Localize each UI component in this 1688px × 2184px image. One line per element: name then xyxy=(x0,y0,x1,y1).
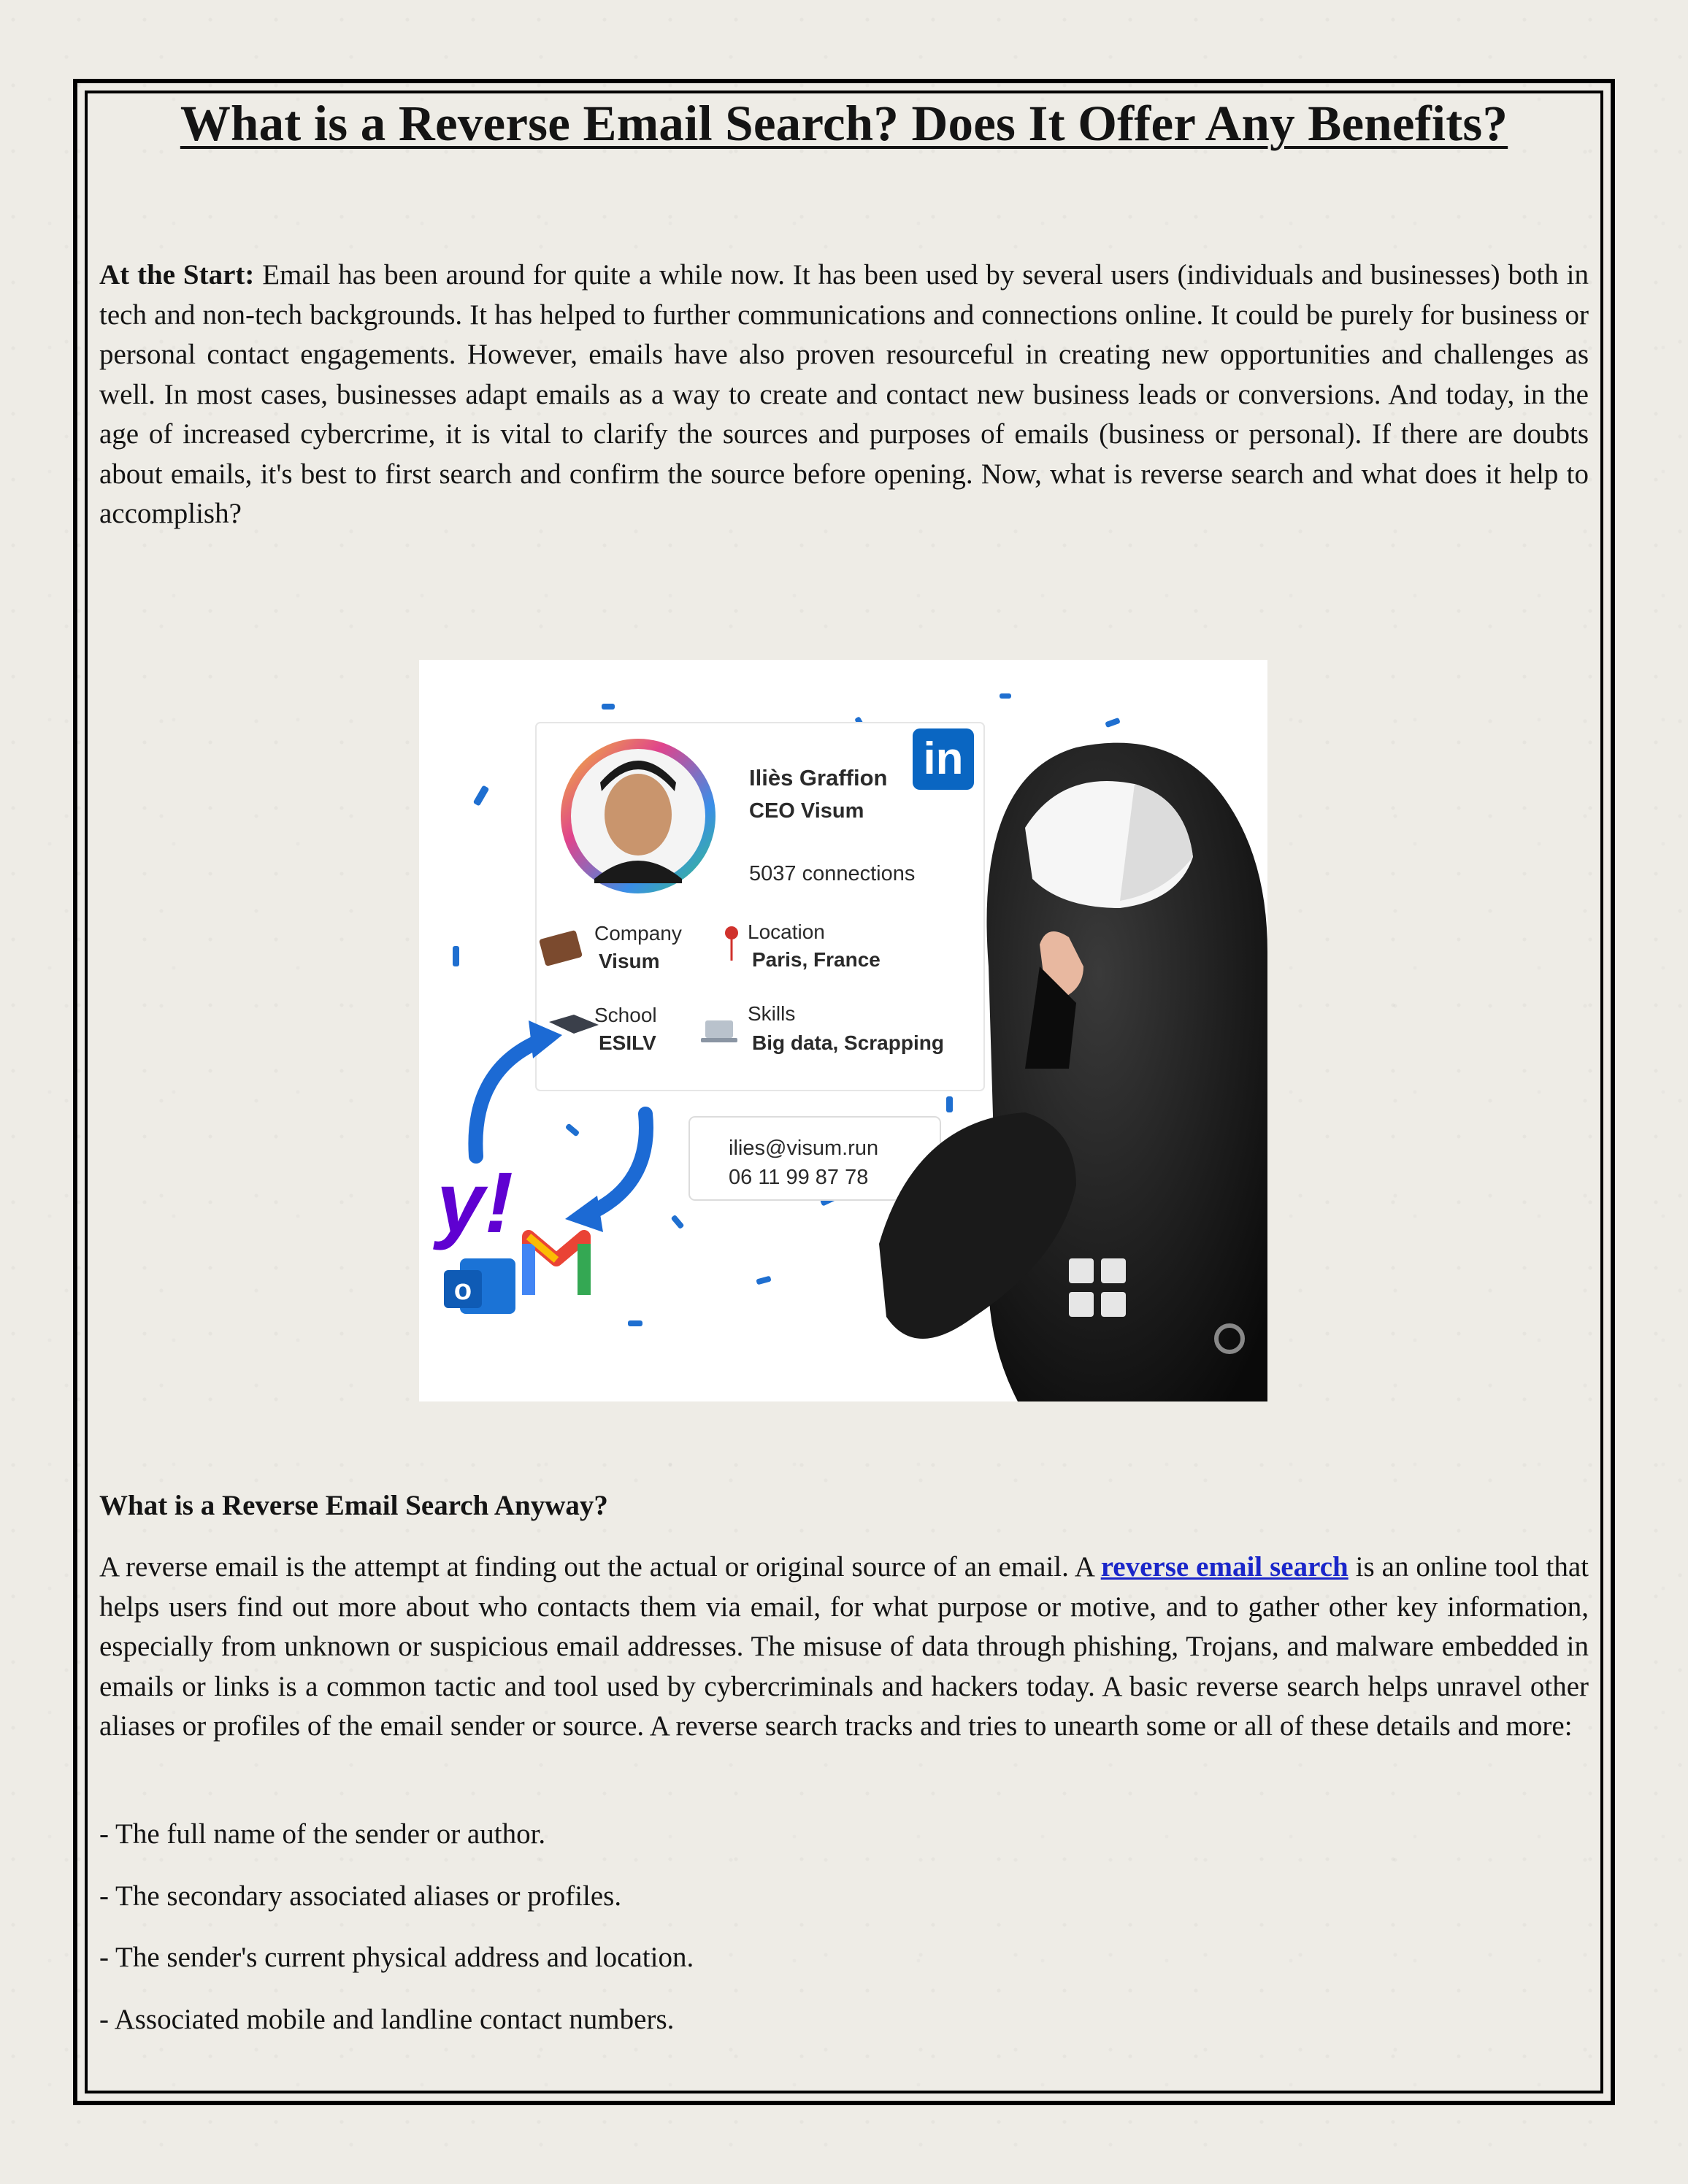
skills-value: Big data, Scrapping xyxy=(752,1031,944,1054)
details-list xyxy=(99,1815,1589,2061)
profile-name: Iliès Graffion xyxy=(749,765,888,791)
contact-phone: 06 11 99 87 78 xyxy=(729,1166,869,1189)
page-title: What is a Reverse Email Search? Does It Offer Any Benefits? xyxy=(180,96,1508,151)
list-item: - Associated mobile and landline contact numbers. xyxy=(99,2003,675,2035)
company-label: Company xyxy=(594,922,682,945)
skills-label: Skills xyxy=(748,1002,796,1025)
profile-connections: 5037 connections xyxy=(749,862,916,885)
yahoo-icon: y! xyxy=(437,1155,513,1251)
school-label: School xyxy=(594,1004,657,1026)
profile-card xyxy=(536,723,984,1091)
contact-card xyxy=(689,1117,940,1200)
list-item: - The secondary associated aliases or profiles. xyxy=(99,1880,622,1912)
section-text-start: A reverse email is the attempt at finding out the actual or original source of an email. A xyxy=(99,1551,1101,1583)
hero-illustration xyxy=(419,660,1267,1401)
location-label: Location xyxy=(748,920,825,943)
contact-email: ilies@visum.run xyxy=(729,1137,879,1160)
reverse-email-search-link[interactable]: reverse email search xyxy=(1100,1551,1349,1583)
outlook-mark: o xyxy=(453,1274,472,1306)
intro-paragraph xyxy=(99,255,1589,534)
location-value: Paris, France xyxy=(752,948,881,971)
section-heading: What is a Reverse Email Search Anyway? xyxy=(99,1490,608,1521)
document-content xyxy=(99,93,1589,2035)
intro-lead: At the Start: xyxy=(99,259,255,291)
company-value: Visum xyxy=(599,950,660,972)
location-pin-icon xyxy=(725,926,738,939)
reverse-search-section xyxy=(99,1547,1589,1747)
intro-section xyxy=(99,255,1589,534)
intro-text: Email has been around for quite a while now. It has been used by several users (individuals and businesses) both in tech and non-tech backgrounds. It has helped to further communications and connections online. It could be purely for business or personal contact engagements. However, emails have also proven resourceful in creating new opportunities and challenges as well. In most cases, businesses adapt emails as a way to create and contact new business leads or conversions. And today, in the age of increased cybercrime, it is vital to clarify the sources and purposes of emails (business or personal). If there are doubts about emails, it's best to first search and confirm the source before opening. Now, what is reverse search and what does it help to accomplish? xyxy=(99,259,1589,529)
avatar-face xyxy=(605,774,672,855)
illustration-svg xyxy=(419,660,1267,1401)
linkedin-mark: in xyxy=(923,734,964,784)
laptop-icon xyxy=(705,1020,733,1038)
list-item: - The sender's current physical address and location. xyxy=(99,1942,694,1973)
list-item: - The full name of the sender or author. xyxy=(99,1818,546,1850)
mail-provider-logos xyxy=(433,1155,584,1314)
section-paragraph xyxy=(99,1547,1589,1747)
profile-role: CEO Visum xyxy=(749,799,864,823)
school-value: ESILV xyxy=(599,1031,656,1054)
section-text-end: is an online tool that helps users find out more about who contacts them via email, for what purpose or motive, and to gather other key information, especially from unknown or suspicious email addresses. The misuse of data through phishing, Trojans, and malware embedded in emails or links is a common tactic and tool used by cybercriminals and hackers today. A basic reverse search helps unravel other aliases or profiles of the email sender or source. A reverse search tracks and tries to unearth some or all of these details and more: xyxy=(99,1551,1589,1742)
